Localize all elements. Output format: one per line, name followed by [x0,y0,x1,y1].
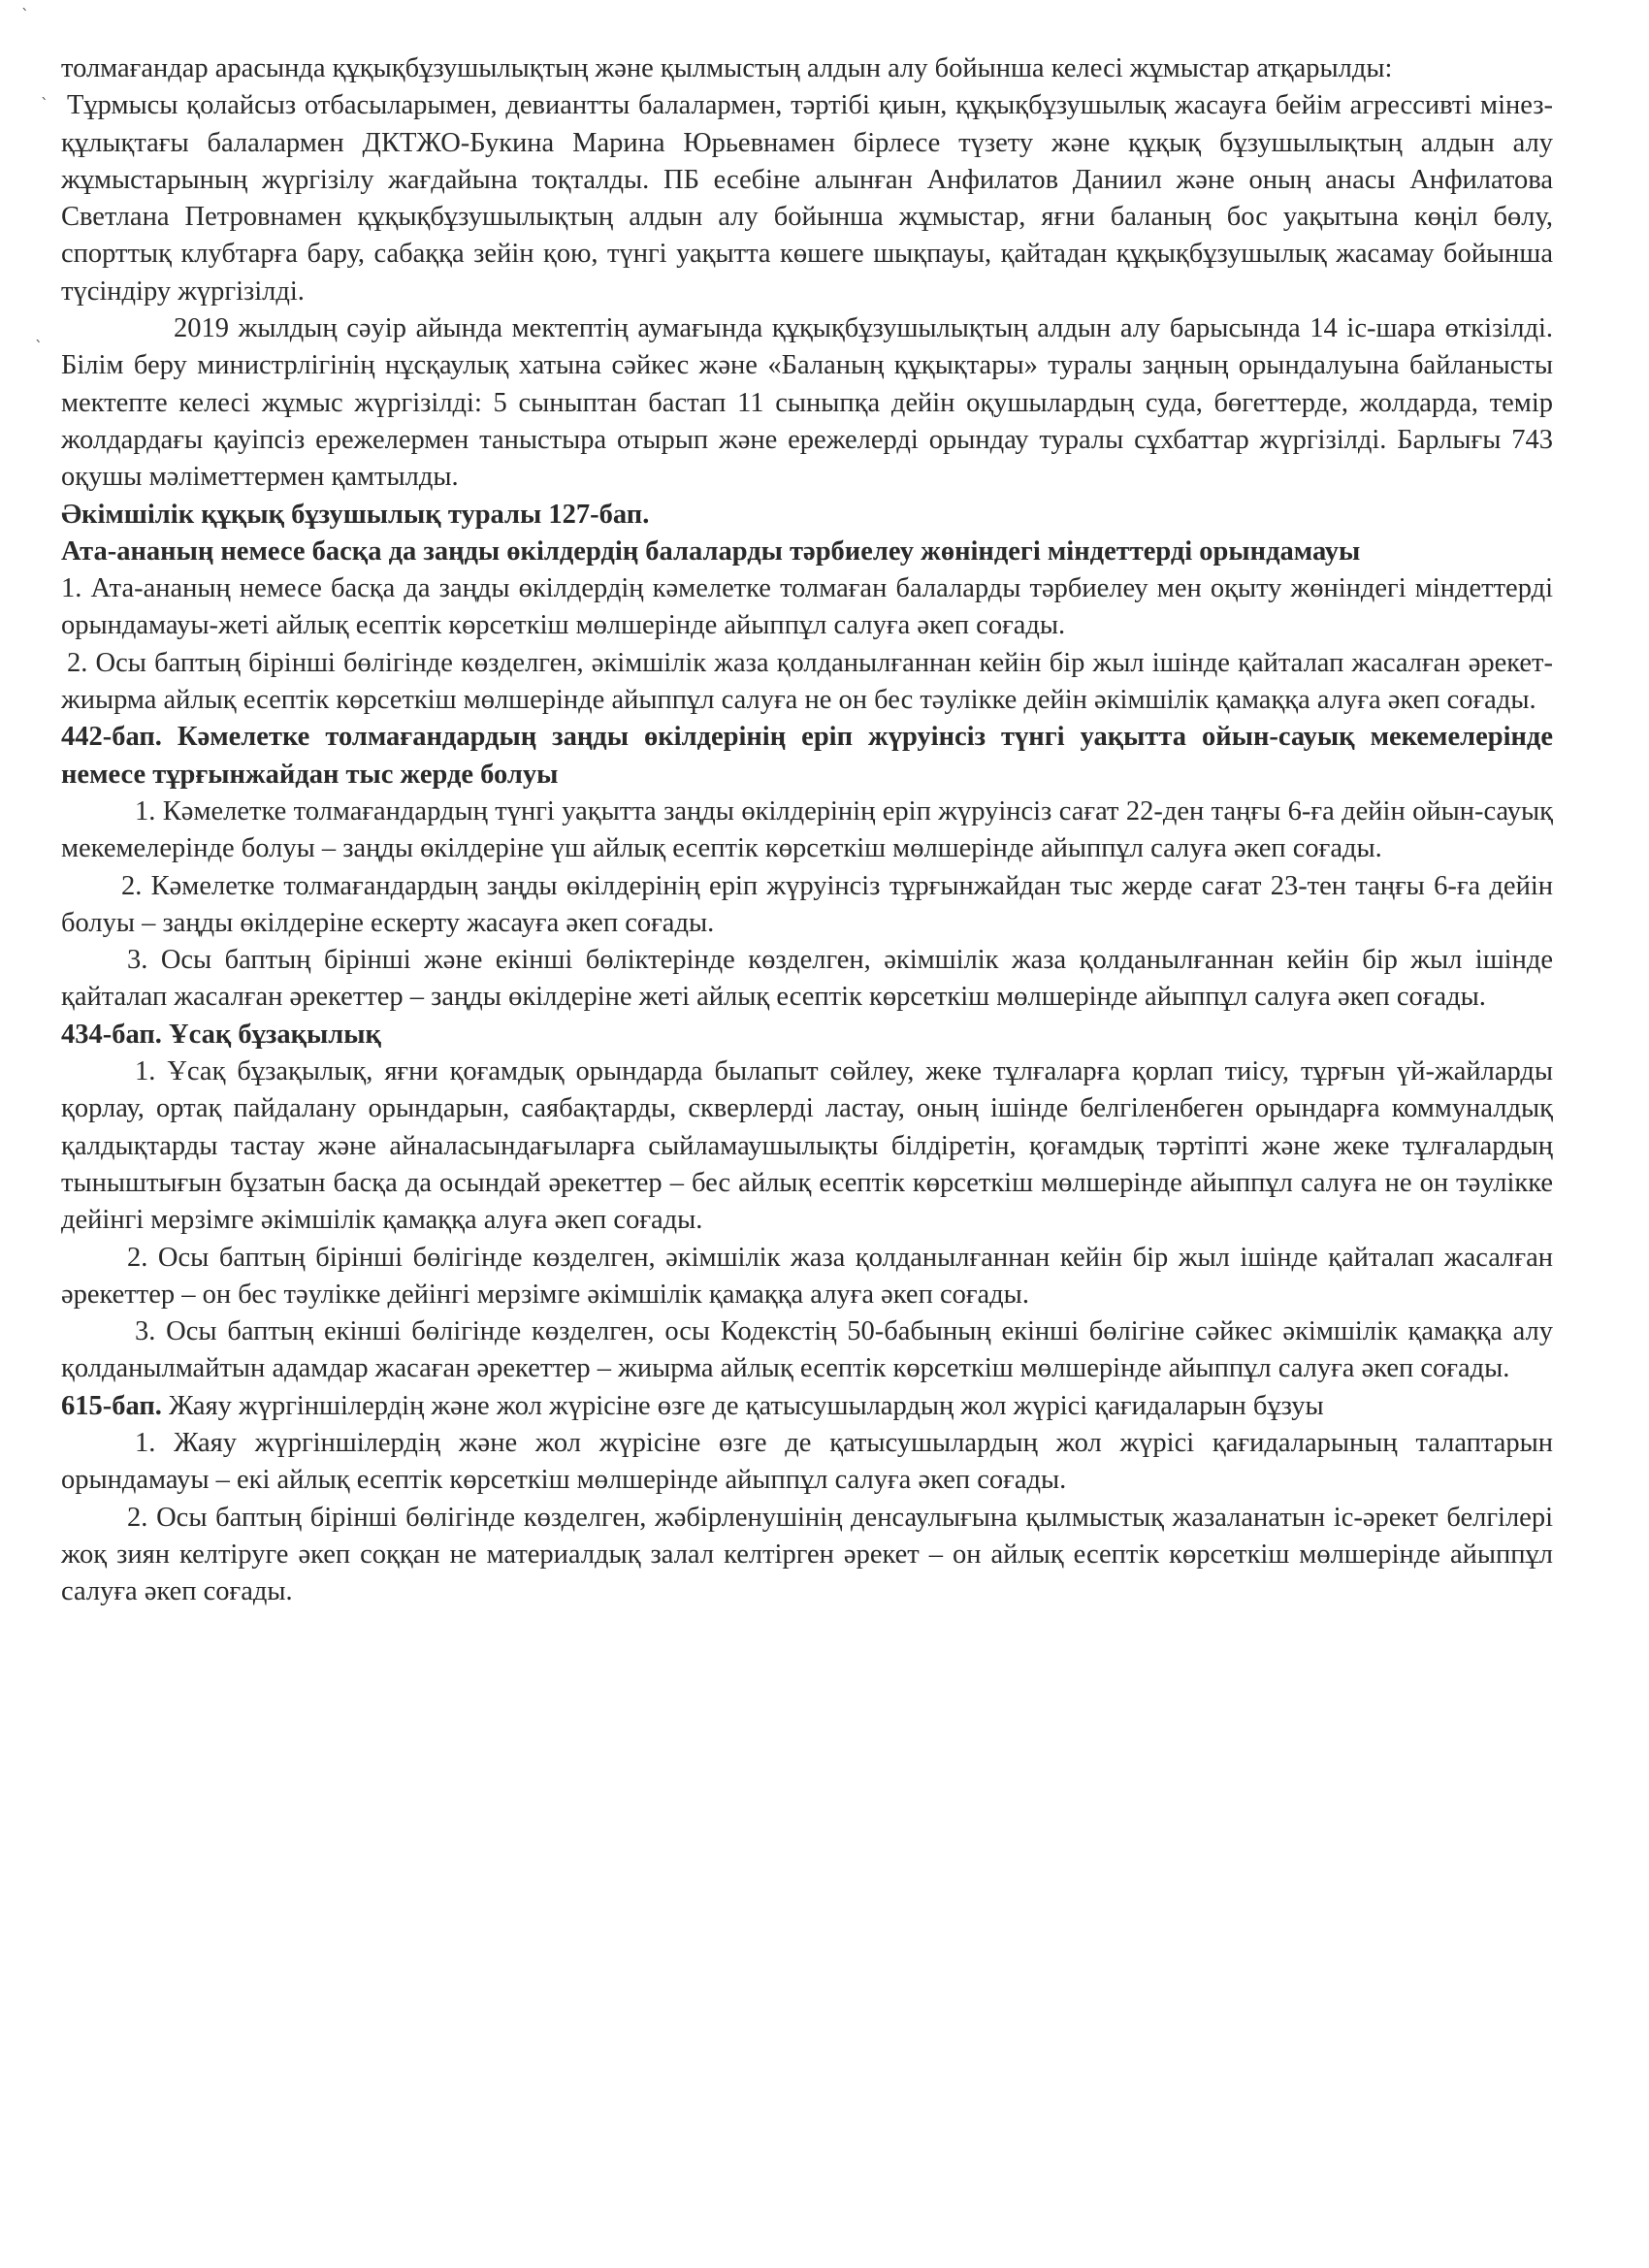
intro-paragraph: толмағандар арасында құқықбұзушылықтың және қылмыстың алдын алу бойынша келесі жұмыстар атқарылды: [61,53,1393,83]
scan-mark-top: ˋ [21,6,29,24]
article-434-part-3: 3. Осы баптың екінші бөлігінде көзделген, осы Кодекстің 50-бабының екінші бөлігіне сәйкес әкімшілік қамаққа алу қолданылмайтын адамдар жасаған әрекеттер – жиырма айлық есептік көрсеткіш мөлшерінде айыппұл салуға әкеп соғады. [61,1316,1553,1384]
heading-article-434: 434-бап. Ұсақ бұзақылық [61,1019,381,1050]
article-434-part-2: 2. Осы баптың бірінші бөлігінде көзделген, әкімшілік жаза қолданылғаннан кейін бір жыл ішінде қайталап жасалған әрекеттер – он бес тәулікке дейінгі мерзімге әкімшілік қамаққа алуға әкеп соғады. [61,1242,1553,1310]
article-127-part-1: 1. Ата-ананың немесе басқа да заңды өкілдердің кәмелетке толмаған балаларды тәрбиелеу мен оқыту жөніндегі міндеттерді орындамауы-жеті айлық есептік көрсеткіш мөлшерінде айыппұл салуға әкеп соғады. [61,573,1553,641]
heading-article-615 [61,1388,1553,1425]
article-442-part-2: 2. Кәмелетке толмағандардың заңды өкілдерінің еріп жүруінсіз тұрғынжайдан тыс жерде сағат 23-тен таңғы 6-ға дейін болуы – заңды өкілдеріне ескерту жасауға әкеп соғады. [61,870,1553,938]
heading-article-127: Әкімшілік құқық бұзушылық туралы 127-бап. [61,499,650,530]
article-442-part-3: 3. Осы баптың бірінші және екінші бөліктерінде көзделген, әкімшілік жаза қолданылғаннан кейін бір жыл ішінде қайталап жасалған әрекеттер – заңды өкілдеріне жеті айлық есептік көрсеткіш мөлшерінде айыппұл салуға әкеп соғады. [61,945,1553,1013]
heading-article-127-title: Ата-ананың немесе басқа да заңды өкілдердің балаларды тәрбиелеу жөніндегі міндеттерді орындамауы [61,535,1361,567]
article-127-part-2: 2. Осы баптың бірінші бөлігінде көзделген, әкімшілік жаза қолданылғаннан кейін бір жыл ішінде қайталап жасалған әрекет-жиырма айлық есептік көрсеткіш мөлшерінде айыппұл салуға не он бес тәулікке дейін әкімшілік қамаққа алуға әкеп соғады. [61,647,1553,716]
article-442-part-1: 1. Кәмелетке толмағандардың түнгі уақытта заңды өкілдерінің еріп жүруінсіз сағат 22-ден таңғы 6-ға дейін ойын-сауық мекемелерінде болуы – заңды өкілдеріне үш айлық есептік көрсеткіш мөлшерінде айыппұл салуға әкеп соғады. [61,795,1553,864]
scan-mark-left-1: ˎ [41,81,48,100]
paragraph-preventive-work: Тұрмысы қолайсыз отбасыларымен, девиантты балалармен, тәртібі қиын, құқықбұзушылық жасауға бейім агрессивті мінез-құлықтағы балалармен ДКТЖО-Букина Марина Юрьевнамен бірлесе түзету және құқық бұзушылықтың алдын алу жұмыстарының жүргізілу жағдайына тоқталды. ПБ есебіне алынған Анфилатов Даниил және оның анасы Анфилатова Светлана Петровнамен құқықбұзушылықтың алдын алу бойынша жұмыстар, яғни баланың бос уақытына көңіл бөлу, спорттық клубтарға бару, сабаққа зейін қою, түнгі уақытта көшеге шықпауы, қайтадан құқықбұзушылық жасамау бойынша түсіндіру жүргізілді. [61,90,1553,307]
paragraph-april-2019: 2019 жылдың сәуір айында мектептің аумағында құқықбұзушылықтың алдын алу барысында 14 іс-шара өткізілді. Білім беру министрлігінің нұсқаулық хатына сәйкес және «Баланың құқықтары» туралы заңның орындалуына байланысты мектепте келесі жұмыс жүргізілді: 5 сыныптан бастап 11 сыныпқа дейін оқушылардың суда, бөгеттерде, жолдарда, темір жолдардағы қауіпсіз ережелермен таныстыра отырып және ережелерді орындау туралы сұхбаттар жүргізілді. Барлығы 743 оқушы мәліметтермен қамтылды. [61,313,1553,493]
article-615-part-2: 2. Осы баптың бірінші бөлігінде көзделген, жәбірленушінің денсаулығына қылмыстық жазаланатын іс-әрекет белгілері жоқ зиян келтіруге әкеп соққан не материалдық залал келтірген әрекет – он айлық есептік көрсеткіш мөлшерінде айыппұл салуға әкеп соғады. [61,1502,1553,1607]
heading-article-442: 442-бап. Кәмелетке толмағандардың заңды өкілдерінің еріп жүруінсіз түнгі уақытта ойын-сауық мекемелерінде немесе тұрғынжайдан тыс жерде болуы [61,722,1553,790]
article-615-number: 615-бап. [61,1390,162,1421]
article-434-part-1: 1. Ұсақ бұзақылық, яғни қоғамдық орындарда былапыт сөйлеу, жеке тұлғаларға қорлап тиісу, тұрғын үй-жайларды қорлау, ортақ пайдалану орындарын, саябақтарды, скверлерді ластау, оның ішінде белгіленбеген орындарға коммуналдық қалдықтарды тастау және айналасындағыларға сыйламаушылықты білдіретін, қоғамдық тәртіпті және жеке тұлғалардың тыныштығын бұзатын басқа да осындай әрекеттер – бес айлық есептік көрсеткіш мөлшерінде айыппұл салуға не он тәулікке дейінгі мерзімге әкімшілік қамаққа алуға әкеп соғады. [61,1056,1553,1236]
article-615-part-1: 1. Жаяу жүргіншілердің және жол жүрісіне өзге де қатысушылардың жол жүрісі қағидаларының талаптарын орындамауы – екі айлық есептік көрсеткіш мөлшерінде айыппұл салуға әкеп соғады. [61,1427,1553,1496]
scan-mark-left-2: ˋ [35,338,43,356]
document-page [61,50,1553,1610]
article-615-title: Жаяу жүргіншілердің және жол жүрісіне өзге де қатысушылардың жол жүрісі қағидаларын бұзуы [161,1390,1324,1421]
